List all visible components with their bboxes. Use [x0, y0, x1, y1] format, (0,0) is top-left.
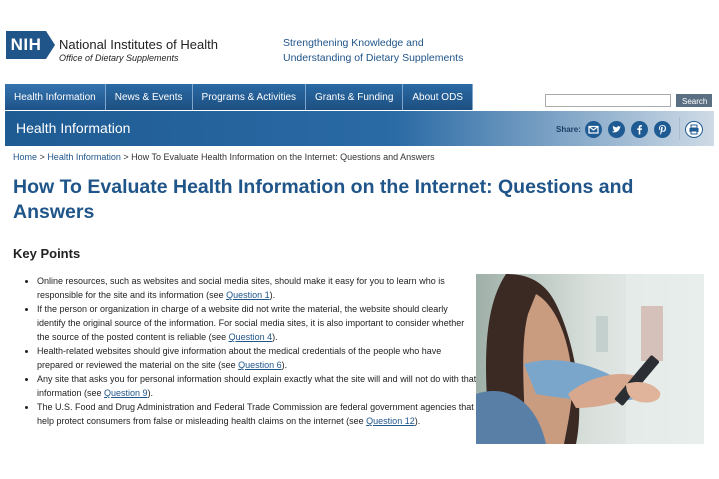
main-nav	[5, 84, 473, 110]
section-banner	[5, 111, 714, 146]
nav-programs-activities[interactable]: Programs & Activities	[193, 84, 306, 110]
org-subtitle[interactable]: Office of Dietary Supplements	[59, 53, 179, 63]
share-divider	[679, 117, 680, 140]
list-item	[37, 274, 477, 302]
pinterest-icon[interactable]	[654, 121, 671, 138]
logo-arrow	[46, 31, 55, 59]
question-12-link[interactable]: Question 12	[366, 416, 415, 426]
list-item	[37, 400, 477, 428]
question-6-link[interactable]: Question 6	[238, 360, 282, 370]
site-header	[0, 0, 719, 84]
point-text: Online resources, such as websites and social media sites, should make it easy for you to learn who is responsible for the site and its information (see	[37, 276, 445, 300]
nav-news-events[interactable]: News & Events	[106, 84, 193, 110]
point-text: Health-related websites should give information about the medical credentials of the people who have prepared or reviewed the material on the site (see	[37, 346, 442, 370]
search-button[interactable]: Search	[676, 94, 712, 107]
breadcrumb-current: How To Evaluate Health Information on the Internet: Questions and Answers	[131, 152, 435, 162]
breadcrumb-separator: >	[39, 152, 45, 162]
page-title: How To Evaluate Health Information on the Internet: Questions and Answers	[13, 176, 634, 223]
point-text: If the person or organization in charge of a website did not write the material, the website should clearly identify the original source of the information. For social media sites, it is also important to consider whether the source of the posted content is reliable (see	[37, 304, 465, 342]
twitter-icon[interactable]	[608, 121, 625, 138]
point-text-end: ).	[414, 416, 421, 426]
key-points-heading: Key Points	[13, 246, 81, 261]
question-9-link[interactable]: Question 9	[104, 388, 148, 398]
envelope-glyph	[585, 121, 602, 138]
pinterest-glyph	[654, 121, 671, 138]
question-4-link[interactable]: Question 4	[228, 332, 273, 342]
point-text-end: ).	[269, 290, 276, 300]
woman-phone-photo	[476, 274, 704, 444]
point-text-end: ).	[147, 388, 154, 398]
question-1-link[interactable]: Question 1	[226, 290, 270, 300]
breadcrumb-home[interactable]: Home	[13, 152, 38, 162]
bird-glyph	[608, 121, 625, 138]
nav-about-ods[interactable]: About ODS	[403, 84, 473, 110]
breadcrumb-separator: >	[123, 152, 129, 162]
nav-grants-funding[interactable]: Grants & Funding	[306, 84, 403, 110]
share-label: Share:	[556, 125, 581, 134]
banner-title: Health Information	[16, 120, 131, 136]
search-input[interactable]	[545, 94, 671, 107]
list-item	[37, 372, 477, 400]
nih-logo[interactable]: NIH	[6, 31, 46, 59]
point-text: Any site that asks you for personal information should explain exactly what the site will and will not do with that information (see	[37, 374, 477, 398]
tagline-line-2: Understanding of Dietary Supplements	[283, 52, 464, 64]
breadcrumb-health-information[interactable]: Health Information	[47, 152, 121, 162]
list-item	[37, 302, 477, 344]
point-text-end: ).	[281, 360, 288, 370]
photo-illustration	[476, 274, 704, 444]
facebook-glyph	[631, 121, 648, 138]
email-icon[interactable]	[585, 121, 602, 138]
nav-health-information[interactable]: Health Information	[5, 84, 106, 110]
key-points-list	[26, 274, 477, 428]
org-name[interactable]: National Institutes of Health	[59, 37, 218, 52]
print-icon[interactable]	[685, 121, 703, 138]
list-item	[37, 344, 477, 372]
point-text: The U.S. Food and Drug Administration and Federal Trade Commission are federal government agencies that help protect consumers from false or misleading health claims on the internet (see	[37, 402, 474, 426]
facebook-icon[interactable]	[631, 121, 648, 138]
tagline-line-1: Strengthening Knowledge and	[283, 37, 424, 49]
breadcrumb	[13, 152, 435, 162]
site-tagline	[283, 36, 463, 66]
printer-glyph	[686, 122, 702, 137]
point-text-end: ).	[272, 332, 278, 342]
